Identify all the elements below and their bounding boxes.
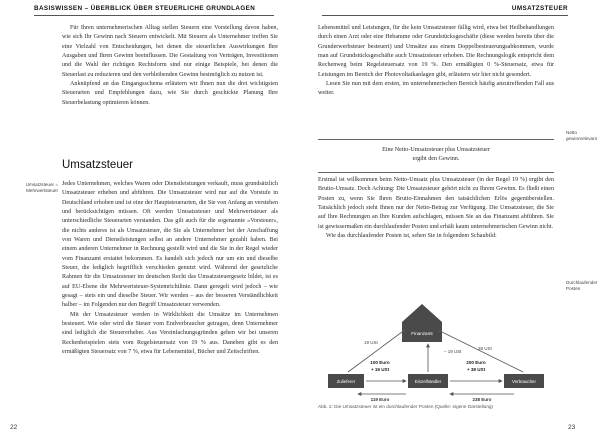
arrow-19ust (348, 332, 402, 372)
intro-paragraph-1: Für Ihren unternehmerischen Alltag stellen Steuern eine Vorstellung davon haben, wie sich Ihr Gewinn nach Steuern entwickelt. Mit Steuern als Unternehmer treffen Sie eine Vielzahl von Entscheidungen, bei denen die steuerlichen Auswirkungen Ihre Ausgaben und Ihren Gewinn beeinflussen. Die Gestaltung von Verträgen, Investitionen und die Wahl der richtigen Rechtsform sind nur einige Beispiele, bei denen die Steuerlast zu reduzieren und den verbleibenden Gewinn bestmöglich zu nutzen ist. (62, 25, 278, 78)
section-heading: Umsatzsteuer (62, 159, 133, 171)
highlight-line-2: ergibt den Gewinn. (412, 156, 460, 163)
einzelhaendler-label: Einzelhändler (414, 379, 442, 384)
right-amount: 200 Euro (466, 360, 486, 365)
verbraucher-box (504, 374, 544, 388)
intro-text (62, 24, 278, 108)
highlight-line-1: Eine Netto-Umsatzsteuer plus Umsatzsteuer (382, 147, 490, 153)
highlight-box (318, 146, 554, 165)
intro-paragraph-2: Anknüpfend an das Eingangsschema erläutern wir Ihnen nun die drei wichtigsten Steuerarten und Empfehlungen dazu, wie Sie durch geschickte Planung Ihre Steuerbelastung optimieren können. (62, 80, 278, 106)
label-38ust: 38 USt (478, 346, 492, 351)
page-number: 23 (568, 424, 576, 431)
body-paragraph-2: Mit der Umsatzsteuer werden in Wirklichkeit die Umsätze im Unternehmen besteuert. Wie oder wird die Steuer vom Endverbraucher getragen, denn Unternehmer sind lediglich die Steuererheber. Aus Vereinfachungsgründen gehen wir bei unseren Rechenbeispielen stets vom Regelsteuersatz von 19 % aus. Daneben gibt es den ermäßigten Steuersatz von 7 %, etwa für Lebensmittel, Bücher und Zeitschriften. (62, 311, 278, 355)
margin-note-top: Netto gewinnrelevant (566, 130, 597, 141)
figure-intro: Wie das durchlaufender Posten ist, sehen Sie in folgendem Schaubild: (326, 232, 497, 239)
top-paragraph: Lebensmittel und Leistungen, für die kein Umsatzsteuer fällig wird, etwa bei Heilbehandlungen durch einen Arzt oder eine Hebamme oder Grundstücksgeschäfte (diese werden bereits über die Grunderwerbsteuer besteuert) und Umsätze aus einem Doppelbesteuerungsabkommen, wurde man auf Grundstücksgeschäfte auch Umsatzsteuer erhoben. Die Rechnungslogik entspricht dem Rechenweg beim Regelsteuersatz von 19 %. Den ermäßigten 0 %-Steuersatz, etwa für Leistungen im Bereich der Photovoltaikanlagen gibt, erläutern wir hier nicht gesondert. (318, 25, 554, 78)
bottom-left-amount: 119 Euro (370, 397, 390, 402)
page-number: 22 (10, 424, 18, 431)
right-tax: + 38 USt (466, 367, 486, 372)
divider-bottom (318, 172, 554, 173)
margin-note: Umsatzsteuer = Mehrwertsteuer (25, 182, 58, 193)
right-page (300, 0, 600, 445)
finanzamt-building (402, 304, 442, 342)
finanzamt-label: Finanzamt (411, 331, 433, 336)
margin-note-bottom: Durchlaufender Posten (566, 280, 598, 291)
label-minus19ust: – 19 USt (444, 349, 462, 354)
divider-top (318, 139, 554, 140)
zulieferer-box (328, 374, 364, 388)
body-paragraph: Erstmal ist willkommen beim Netto-Umsatz plus Umsatzsteuer (in der Regel 19 %) ergibt den Brutto-Umsatz. Doch Achtung: Die Umsatzsteuer gehört nicht zu Ihrem Gewinn. Es fließt einen Posten zu, wenn Sie Ihren Brutto-Einnahmen den tatsächlichen Erlös gegenüberstellen. Tatsächlich jedoch steht Ihnen nur der Netto-Betrag zur Verfügung. Die Umsatzsteuer, die Sie auf Ihre Rechnungen an Ihre Kunden aufschlagen, müssen Sie an das Finanzamt abführen. Sie ist gewissermaßen ein durchlaufender Posten und erhält kaum unternehmerischen Gewinn nicht. (318, 177, 554, 230)
center-amount: 100 Euro (370, 360, 390, 365)
body-text (62, 180, 278, 420)
running-head: UMSATZSTEUER (322, 5, 568, 16)
figure-caption: Abb. 2: Die Umsatzsteuer ist ein durchlaufender Posten (Quelle: eigene Darstellung) (318, 404, 494, 409)
label-19ust: 19 USt (364, 340, 378, 345)
vat-diagram (318, 302, 554, 412)
running-head: BASISWISSEN – ÜBERBLICK ÜBER STEUERLICHE GRUNDLAGEN (34, 5, 274, 16)
zulieferer-label: Zulieferer (336, 379, 356, 384)
verbraucher-label: Verbraucher (512, 379, 536, 384)
body-text (318, 176, 554, 288)
top-text (318, 24, 554, 130)
einzelhaendler-box (408, 374, 448, 388)
bottom-right-amount: 238 Euro (472, 397, 492, 402)
second-paragraph: Lesen Sie nun mit dem ersten, im unternehmerischen Bereich häufig anzutreffenden Fall aus weiter. (318, 80, 554, 97)
center-tax: + 19 USt (370, 367, 390, 372)
body-paragraph-1: Jedes Unternehmen, welches Waren oder Dienstleistungen verkauft, muss grundsätzlich Umsatzsteuer erheben und abführen. Die Umsatzsteuer wird nur auf die Vorstufe in Deutschland erhoben und ist eine der Hauptsteuerarten, die Sie von Anfang an verstehen und berücksichtigen müssen. Oft werden Umsatzsteuer und Mehrwertsteuer als unterschiedliche Steuerarten verstanden. Das gilt auch für die sogenannte »Vorsteuer«, die nichts anderes ist als Umsatzsteuer, die Sie als Unternehmer bei der Anschaffung von Waren und Dienstleistungen selbst an andere Unternehmer gezahlt haben. Bei einem anderen Unternehmer in Rechnung gestellt wird und die Sie in der Regel wieder vom Finanzamt erstattet bekommen. Es handelt sich jedoch nur um ein und dieselbe Steuer, die lediglich begrifflich verschieden genutzt wird. Während der gesetzliche Rahmen für die Umsatzsteuer im deutschen Recht das Umsatzsteuergesetz bildet, ist es auf EU-Ebene die Mehrwertsteuer-Systemrichtlinie. Dann geregelt wird jedoch – wie gesagt – stets ein und dieselbe Steuer. Wir werden – aus der besseren Verständlichkeit halber – im Folgenden nur den Begriff Umsatzsteuer verwenden. (62, 181, 278, 309)
